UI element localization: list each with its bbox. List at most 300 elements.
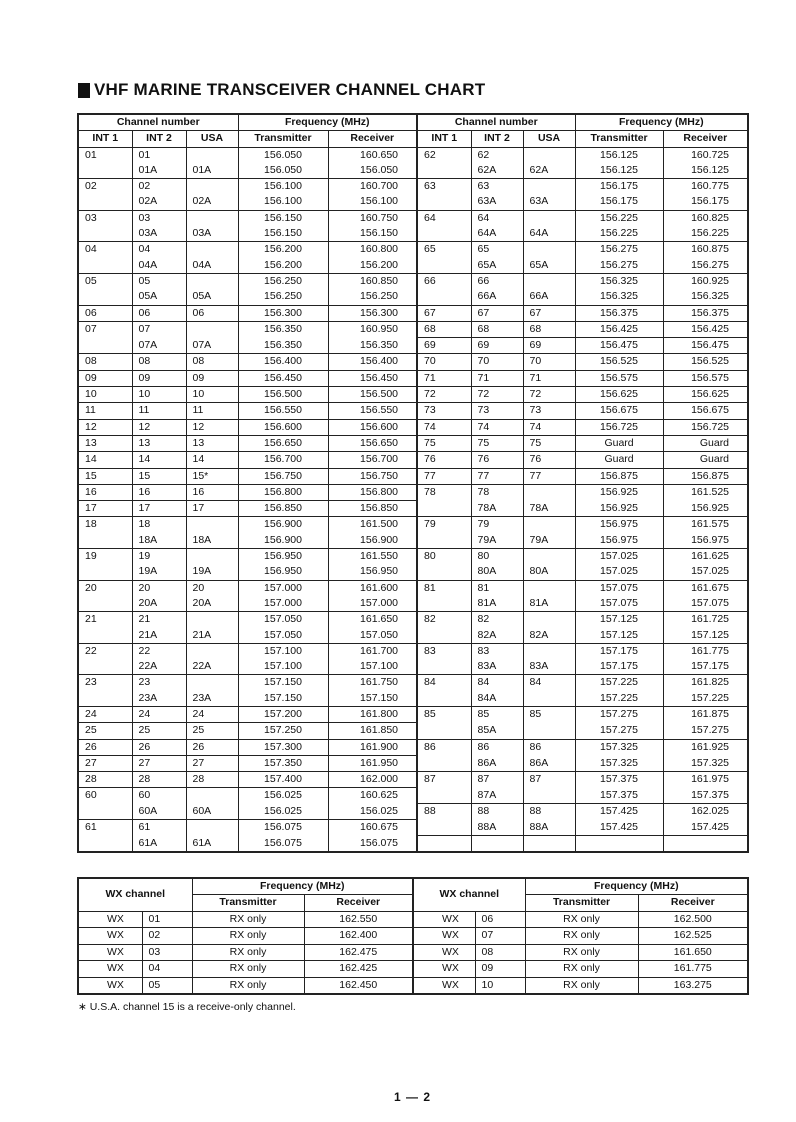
receiver-cell: 156.375	[663, 305, 748, 321]
int2-cell: 61	[132, 820, 186, 836]
frequency-header: Frequency (MHz)	[575, 114, 748, 131]
receiver-cell: 162.000	[328, 772, 417, 788]
table-row	[78, 659, 748, 675]
int1-cell	[78, 194, 132, 210]
wx-receiver-cell: 162.525	[638, 928, 748, 945]
int1-cell: 66	[417, 273, 471, 289]
table-row	[78, 549, 748, 565]
usa-cell: 65A	[523, 258, 575, 274]
transmitter-cell: 157.050	[238, 612, 328, 628]
int1-cell: 65	[417, 242, 471, 258]
int1-cell: 75	[417, 435, 471, 451]
int2-cell: 62A	[471, 163, 523, 179]
wx-frequency-header: Frequency (MHz)	[525, 878, 748, 895]
receiver-cell: 161.975	[663, 772, 748, 788]
usa-cell	[523, 723, 575, 739]
wx-channel-table	[77, 877, 749, 995]
int1-cell: 08	[78, 354, 132, 370]
table-row	[78, 820, 748, 836]
int1-cell: 86	[417, 739, 471, 755]
receiver-cell: 156.550	[328, 403, 417, 419]
receiver-cell: 156.900	[328, 533, 417, 549]
usa-cell: 71	[523, 370, 575, 386]
receiver-cell: 157.225	[663, 691, 748, 707]
int2-cell: 18A	[132, 533, 186, 549]
wx-transmitter-cell: RX only	[192, 944, 304, 961]
int2-cell: 87A	[471, 788, 523, 804]
int1-cell: 21	[78, 612, 132, 628]
receiver-cell: 161.575	[663, 517, 748, 533]
receiver-cell: 156.675	[663, 403, 748, 419]
transmitter-cell: 156.075	[238, 835, 328, 852]
receiver-cell: 157.075	[663, 596, 748, 612]
receiver-cell: 156.475	[663, 338, 748, 354]
table-row	[78, 468, 748, 484]
transmitter-cell: 156.100	[238, 194, 328, 210]
int1-cell: 23	[78, 675, 132, 691]
transmitter-cell: 157.100	[238, 643, 328, 659]
table-row	[78, 403, 748, 419]
int2-cell: 16	[132, 484, 186, 500]
int1-cell: 07	[78, 321, 132, 337]
transmitter-cell: 156.300	[238, 305, 328, 321]
usa-cell	[186, 643, 238, 659]
receiver-cell: 161.925	[663, 739, 748, 755]
receiver-cell: 156.250	[328, 289, 417, 305]
int1-cell	[78, 338, 132, 354]
transmitter-cell: 156.150	[238, 210, 328, 226]
transmitter-cell: 157.100	[238, 659, 328, 675]
transmitter-cell: 156.650	[238, 435, 328, 451]
int1-cell: 18	[78, 517, 132, 533]
table-row	[78, 273, 748, 289]
int1-cell	[417, 289, 471, 305]
receiver-cell: 161.700	[328, 643, 417, 659]
table-row	[78, 179, 748, 195]
wx-row	[78, 928, 748, 945]
channel-number-header: Channel number	[78, 114, 238, 131]
receiver-cell: 156.025	[328, 804, 417, 820]
usa-cell: 86	[523, 739, 575, 755]
transmitter-cell: Guard	[575, 435, 663, 451]
wx-number-cell: 06	[475, 911, 525, 928]
int2-cell: 25	[132, 723, 186, 739]
int1-cell: 79	[417, 517, 471, 533]
int2-cell: 85A	[471, 723, 523, 739]
wx-transmitter-cell: RX only	[525, 977, 638, 994]
wx-label-cell: WX	[413, 961, 475, 978]
int2-cell: 63A	[471, 194, 523, 210]
transmitter-cell: 156.200	[238, 242, 328, 258]
transmitter-cell: 156.525	[575, 354, 663, 370]
table-row	[78, 370, 748, 386]
receiver-cell: 156.050	[328, 163, 417, 179]
receiver-cell: 160.750	[328, 210, 417, 226]
int1-cell: 12	[78, 419, 132, 435]
int2-cell: 62	[471, 147, 523, 163]
int1-cell: 84	[417, 675, 471, 691]
table-row	[78, 354, 748, 370]
int2-cell: 83A	[471, 659, 523, 675]
table-row	[78, 338, 748, 354]
transmitter-cell: 156.700	[238, 452, 328, 468]
transmitter-cell: 156.275	[575, 258, 663, 274]
receiver-cell: 157.375	[663, 788, 748, 804]
usa-cell: 09	[186, 370, 238, 386]
int1-cell: 80	[417, 549, 471, 565]
receiver-cell: 156.575	[663, 370, 748, 386]
table-row	[78, 305, 748, 321]
int2-cell: 81A	[471, 596, 523, 612]
usa-cell: 25	[186, 723, 238, 739]
int2-cell: 60	[132, 788, 186, 804]
transmitter-cell: 156.900	[238, 533, 328, 549]
usa-cell: 74	[523, 419, 575, 435]
table-row	[78, 788, 748, 804]
receiver-cell: 160.825	[663, 210, 748, 226]
receiver-cell: 156.525	[663, 354, 748, 370]
int2-cell: 60A	[132, 804, 186, 820]
int1-cell: 81	[417, 580, 471, 596]
receiver-cell: 156.175	[663, 194, 748, 210]
usa-cell: 13	[186, 435, 238, 451]
table-row	[78, 484, 748, 500]
int1-cell: 14	[78, 452, 132, 468]
int1-cell	[417, 659, 471, 675]
usa-cell: 81A	[523, 596, 575, 612]
transmitter-cell: 157.175	[575, 643, 663, 659]
receiver-cell: 161.825	[663, 675, 748, 691]
transmitter-cell: 156.875	[575, 468, 663, 484]
transmitter-cell: 156.025	[238, 788, 328, 804]
int1-cell: 82	[417, 612, 471, 628]
transmitter-cell: 157.275	[575, 706, 663, 722]
receiver-cell: 157.425	[663, 820, 748, 836]
table-row	[78, 706, 748, 722]
transmitter-cell: 157.175	[575, 659, 663, 675]
usa-cell	[186, 820, 238, 836]
receiver-cell: 157.100	[328, 659, 417, 675]
int2-cell: 22A	[132, 659, 186, 675]
transmitter-cell: 156.800	[238, 484, 328, 500]
wx-transmitter-cell: RX only	[192, 911, 304, 928]
receiver-cell: 157.325	[663, 755, 748, 771]
receiver-cell: 157.275	[663, 723, 748, 739]
int1-cell: 28	[78, 772, 132, 788]
usa-cell: 03A	[186, 226, 238, 242]
int1-cell: 87	[417, 772, 471, 788]
int2-cell: 77	[471, 468, 523, 484]
title-square-icon	[78, 83, 90, 98]
int1-cell: 68	[417, 321, 471, 337]
table-row	[78, 163, 748, 179]
wx-transmitter-cell: RX only	[525, 911, 638, 928]
transmitter-cell: 156.475	[575, 338, 663, 354]
int2-cell: 07	[132, 321, 186, 337]
receiver-cell: 156.350	[328, 338, 417, 354]
receiver-cell: 160.725	[663, 147, 748, 163]
transmitter-cell: 156.750	[238, 468, 328, 484]
transmitter-cell: 156.925	[575, 501, 663, 517]
transmitter-cell: 156.050	[238, 163, 328, 179]
table-row	[78, 452, 748, 468]
int1-cell	[78, 804, 132, 820]
receiver-cell: 162.025	[663, 804, 748, 820]
usa-header: USA	[186, 131, 238, 147]
usa-cell: 73	[523, 403, 575, 419]
receiver-cell: 156.800	[328, 484, 417, 500]
int2-cell: 78	[471, 484, 523, 500]
wx-number-cell: 03	[142, 944, 192, 961]
transmitter-cell: 156.125	[575, 163, 663, 179]
table-row	[78, 321, 748, 337]
int1-cell: 16	[78, 484, 132, 500]
int2-cell: 73	[471, 403, 523, 419]
usa-cell	[186, 179, 238, 195]
receiver-cell: 156.125	[663, 163, 748, 179]
transmitter-cell: 156.575	[575, 370, 663, 386]
usa-cell: 08	[186, 354, 238, 370]
wx-channel-header: WX channel	[78, 878, 192, 911]
int1-cell: 67	[417, 305, 471, 321]
receiver-cell: 160.650	[328, 147, 417, 163]
usa-cell: 64A	[523, 226, 575, 242]
int1-cell	[78, 226, 132, 242]
usa-cell	[186, 788, 238, 804]
usa-cell: 24	[186, 706, 238, 722]
usa-cell	[186, 210, 238, 226]
receiver-cell: 160.625	[328, 788, 417, 804]
int1-cell: 19	[78, 549, 132, 565]
wx-number-cell: 04	[142, 961, 192, 978]
usa-cell: 02A	[186, 194, 238, 210]
wx-label-cell: WX	[78, 977, 142, 994]
int1-cell	[78, 258, 132, 274]
int1-cell	[417, 835, 471, 852]
receiver-cell: 156.500	[328, 387, 417, 403]
receiver-cell: 161.725	[663, 612, 748, 628]
receiver-cell: 161.800	[328, 706, 417, 722]
usa-header: USA	[523, 131, 575, 147]
table-row	[78, 258, 748, 274]
usa-cell	[523, 147, 575, 163]
transmitter-cell: 156.325	[575, 273, 663, 289]
receiver-cell: 157.000	[328, 596, 417, 612]
int2-cell: 86A	[471, 755, 523, 771]
usa-cell	[186, 612, 238, 628]
int2-cell: 66A	[471, 289, 523, 305]
receiver-cell: 156.975	[663, 533, 748, 549]
int1-cell: 26	[78, 739, 132, 755]
int1-cell	[417, 163, 471, 179]
usa-cell: 78A	[523, 501, 575, 517]
int2-cell: 05	[132, 273, 186, 289]
usa-cell: 20A	[186, 596, 238, 612]
int2-cell: 85	[471, 706, 523, 722]
int1-cell: 72	[417, 387, 471, 403]
transmitter-cell: 156.325	[575, 289, 663, 305]
receiver-cell: 157.050	[328, 628, 417, 644]
usa-cell	[523, 549, 575, 565]
usa-cell	[523, 580, 575, 596]
usa-cell	[523, 242, 575, 258]
usa-cell: 88A	[523, 820, 575, 836]
int2-cell: 19	[132, 549, 186, 565]
int1-cell: 69	[417, 338, 471, 354]
group-header-row	[78, 114, 748, 131]
usa-cell: 21A	[186, 628, 238, 644]
int1-cell	[417, 691, 471, 707]
wx-number-cell: 10	[475, 977, 525, 994]
int2-cell: 05A	[132, 289, 186, 305]
int2-cell: 84A	[471, 691, 523, 707]
int1-cell	[417, 723, 471, 739]
int2-cell: 64A	[471, 226, 523, 242]
int2-cell: 79	[471, 517, 523, 533]
int2-cell: 06	[132, 305, 186, 321]
wx-receiver-cell: 162.475	[304, 944, 413, 961]
receiver-cell: 156.950	[328, 564, 417, 580]
int2-cell: 03A	[132, 226, 186, 242]
int2-cell: 20	[132, 580, 186, 596]
int1-cell: 15	[78, 468, 132, 484]
int2-cell: 74	[471, 419, 523, 435]
int1-cell	[417, 533, 471, 549]
transmitter-cell: 157.225	[575, 675, 663, 691]
int2-cell: 86	[471, 739, 523, 755]
usa-cell: 07A	[186, 338, 238, 354]
int2-cell: 08	[132, 354, 186, 370]
usa-cell	[186, 242, 238, 258]
transmitter-cell: 157.025	[575, 564, 663, 580]
receiver-cell: 156.325	[663, 289, 748, 305]
receiver-cell: 161.775	[663, 643, 748, 659]
int2-cell: 80A	[471, 564, 523, 580]
transmitter-cell: 156.225	[575, 210, 663, 226]
int2-cell: 23	[132, 675, 186, 691]
transmitter-cell: 157.150	[238, 675, 328, 691]
int1-cell	[78, 533, 132, 549]
int1-cell	[78, 163, 132, 179]
int2-cell: 75	[471, 435, 523, 451]
usa-cell: 67	[523, 305, 575, 321]
receiver-cell: 156.875	[663, 468, 748, 484]
transmitter-cell: 156.225	[575, 226, 663, 242]
wx-receiver-cell: 161.650	[638, 944, 748, 961]
int2-cell: 10	[132, 387, 186, 403]
usa-cell	[523, 643, 575, 659]
wx-transmitter-header: Transmitter	[525, 895, 638, 911]
transmitter-cell: 157.275	[575, 723, 663, 739]
transmitter-cell: 157.000	[238, 596, 328, 612]
int2-cell: 70	[471, 354, 523, 370]
int2-cell: 21	[132, 612, 186, 628]
int2-cell: 87	[471, 772, 523, 788]
table-row	[78, 226, 748, 242]
int2-cell: 81	[471, 580, 523, 596]
transmitter-cell: 157.250	[238, 723, 328, 739]
transmitter-cell: 157.125	[575, 628, 663, 644]
wx-receiver-cell: 162.400	[304, 928, 413, 945]
int1-cell: 63	[417, 179, 471, 195]
int2-cell: 12	[132, 419, 186, 435]
footnote: ∗ U.S.A. channel 15 is a receive-only channel.	[78, 1001, 296, 1013]
table-row	[78, 628, 748, 644]
int2-cell: 19A	[132, 564, 186, 580]
usa-cell: 06	[186, 305, 238, 321]
usa-cell: 87	[523, 772, 575, 788]
usa-cell	[523, 517, 575, 533]
usa-cell: 22A	[186, 659, 238, 675]
usa-cell: 85	[523, 706, 575, 722]
usa-cell	[523, 691, 575, 707]
int1-cell: 25	[78, 723, 132, 739]
int1-cell: 04	[78, 242, 132, 258]
usa-cell: 66A	[523, 289, 575, 305]
wx-receiver-cell: 162.500	[638, 911, 748, 928]
transmitter-cell: 156.125	[575, 147, 663, 163]
usa-cell	[523, 835, 575, 852]
int1-cell	[78, 628, 132, 644]
table-row	[78, 772, 748, 788]
usa-cell: 26	[186, 739, 238, 755]
transmitter-cell: 157.425	[575, 804, 663, 820]
transmitter-cell: Guard	[575, 452, 663, 468]
page-title	[78, 80, 485, 100]
wx-transmitter-cell: RX only	[525, 928, 638, 945]
int2-cell: 64	[471, 210, 523, 226]
usa-cell: 28	[186, 772, 238, 788]
int1-cell: 88	[417, 804, 471, 820]
usa-cell	[186, 147, 238, 163]
int1-cell: 22	[78, 643, 132, 659]
table-row	[78, 723, 748, 739]
wx-row	[78, 944, 748, 961]
int1-cell	[417, 788, 471, 804]
wx-number-cell: 07	[475, 928, 525, 945]
wx-transmitter-cell: RX only	[192, 977, 304, 994]
int1-cell	[417, 628, 471, 644]
int2-cell: 65	[471, 242, 523, 258]
channel-chart-table	[77, 113, 749, 853]
transmitter-header: Transmitter	[238, 131, 328, 147]
transmitter-cell	[575, 835, 663, 852]
int1-cell: 83	[417, 643, 471, 659]
wx-receiver-cell: 163.275	[638, 977, 748, 994]
receiver-cell: 160.775	[663, 179, 748, 195]
receiver-cell: 160.850	[328, 273, 417, 289]
usa-cell: 88	[523, 804, 575, 820]
wx-label-cell: WX	[78, 944, 142, 961]
usa-cell: 80A	[523, 564, 575, 580]
wx-receiver-cell: 162.425	[304, 961, 413, 978]
wx-channel-header: WX channel	[413, 878, 525, 911]
wx-row	[78, 977, 748, 994]
transmitter-cell: 157.375	[575, 788, 663, 804]
table-row	[78, 739, 748, 755]
transmitter-cell: 157.350	[238, 755, 328, 771]
transmitter-cell: 157.300	[238, 739, 328, 755]
usa-cell: 20	[186, 580, 238, 596]
table-row	[78, 675, 748, 691]
usa-cell: 19A	[186, 564, 238, 580]
usa-cell	[186, 273, 238, 289]
transmitter-cell: 157.200	[238, 706, 328, 722]
table-row	[78, 242, 748, 258]
transmitter-cell: 156.400	[238, 354, 328, 370]
transmitter-cell: 157.325	[575, 755, 663, 771]
transmitter-header: Transmitter	[575, 131, 663, 147]
